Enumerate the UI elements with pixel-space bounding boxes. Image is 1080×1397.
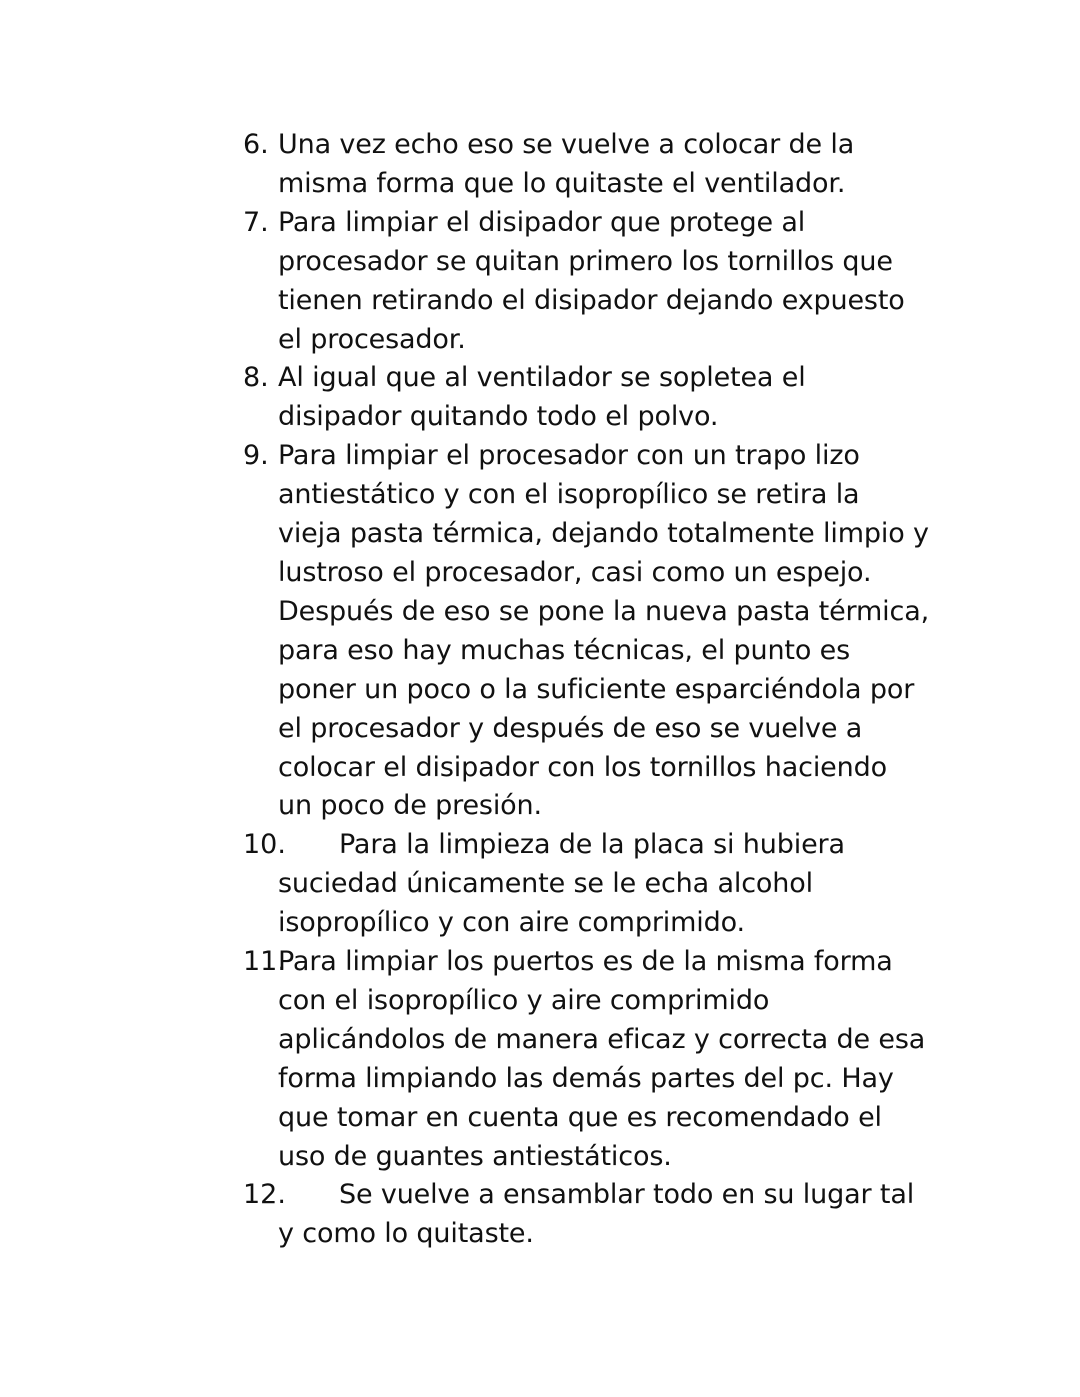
list-item-text-line: disipador quitando todo el polvo. bbox=[278, 401, 719, 433]
list-item-text-line: para eso hay muchas técnicas, el punto es bbox=[278, 634, 851, 666]
list-item-text-line: que tomar en cuenta que es recomendado el bbox=[278, 1101, 882, 1133]
list-item-text-line: Al igual que al ventilador se sopletea el bbox=[278, 362, 806, 394]
list-item-text-line: isopropílico y con aire comprimido. bbox=[278, 907, 745, 939]
list-item-text: Se vuelve a ensamblar todo en su lugar tal bbox=[339, 1179, 915, 1211]
list-item-number: 9. bbox=[243, 440, 269, 472]
list-item-text-line bbox=[278, 1176, 943, 1215]
list-item bbox=[243, 943, 943, 1176]
list-item-text-line: poner un poco o la suficiente esparciéndola por bbox=[278, 673, 915, 705]
list-item-number: 6. bbox=[243, 129, 269, 160]
list-item-text-line: Para limpiar el procesador con un trapo lizo bbox=[278, 440, 860, 472]
list-item-text-line: tienen retirando el disipador dejando expuesto bbox=[278, 284, 905, 316]
list-item-text-line: vieja pasta térmica, dejando totalmente limpio y bbox=[278, 518, 929, 550]
list-item-text-line: procesador se quitan primero los tornillos que bbox=[278, 245, 893, 277]
list-item-text-line: lustroso el procesador, casi como un espejo. bbox=[278, 556, 872, 588]
list-item-text-line: antiestático y con el isopropílico se retira la bbox=[278, 479, 860, 511]
list-item-text-line: uso de guantes antiestáticos. bbox=[278, 1140, 672, 1172]
list-item bbox=[243, 359, 943, 437]
list-item-text-line: y como lo quitaste. bbox=[278, 1218, 534, 1250]
list-item-text-line: el procesador y después de eso se vuelve a bbox=[278, 712, 863, 744]
list-item bbox=[243, 826, 943, 943]
list-item-text-line: Después de eso se pone la nueva pasta térmica, bbox=[278, 595, 930, 627]
list-item-text-line: Una vez echo eso se vuelve a colocar de la bbox=[278, 129, 855, 160]
list-item-text-line bbox=[278, 826, 943, 865]
list-item-text-line: aplicándolos de manera eficaz y correcta de esa bbox=[278, 1023, 926, 1055]
list-item bbox=[243, 204, 943, 360]
list-item-text-line: suciedad únicamente se le echa alcohol bbox=[278, 868, 813, 900]
list-item-text-line: un poco de presión. bbox=[278, 790, 542, 822]
list-item-text-line: misma forma que lo quitaste el ventilador. bbox=[278, 167, 846, 199]
list-item-text-line: Para limpiar el disipador que protege al bbox=[278, 206, 806, 238]
list-item bbox=[243, 437, 943, 826]
list-item-text-line: forma limpiando las demás partes del pc. Hay bbox=[278, 1062, 894, 1094]
list-item-text-line: Para limpiar los puertos es de la misma forma bbox=[278, 946, 893, 978]
list-item-number: 8. bbox=[243, 362, 269, 394]
list-item-number: 10. bbox=[243, 829, 286, 861]
list-item-number: 7. bbox=[243, 206, 269, 238]
list-item-number: 11. bbox=[243, 946, 286, 978]
list-item-number: 12. bbox=[243, 1179, 286, 1211]
list-item-text-line: el procesador. bbox=[278, 323, 466, 355]
list-item-text-line: colocar el disipador con los tornillos haciendo bbox=[278, 751, 887, 783]
list-item-text: Para la limpieza de la placa si hubiera bbox=[339, 829, 845, 861]
numbered-list bbox=[243, 126, 943, 1254]
list-item bbox=[243, 126, 943, 204]
list-item-text-line: con el isopropílico y aire comprimido bbox=[278, 984, 770, 1016]
list-item bbox=[243, 1176, 943, 1254]
